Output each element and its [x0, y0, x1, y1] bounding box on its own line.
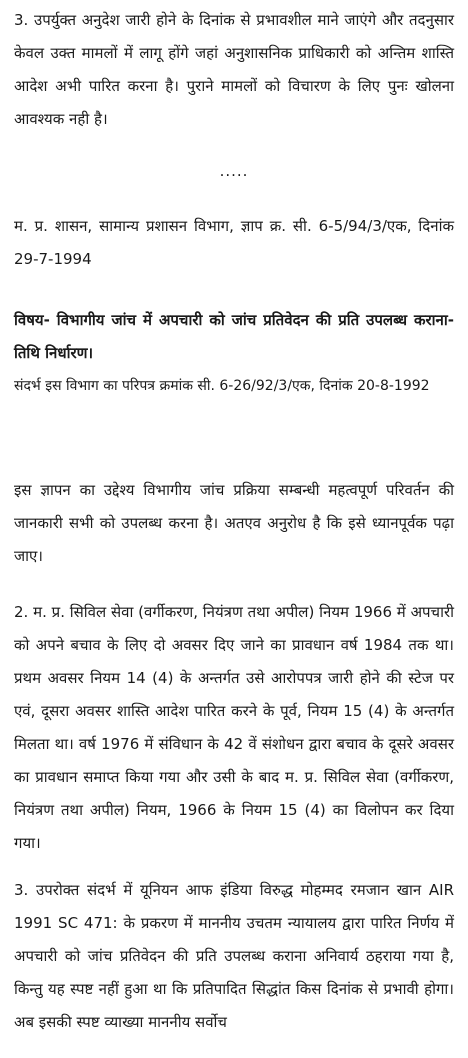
paragraph-3-court-ruling: 3. उपरोक्त संदर्भ में यूनियन आफ इंडिया विरुद्ध मोहम्मद रमजान खान AIR 1991 SC 471: के प्रकरण में माननीय उचतम न्यायालय द्वारा पारित निर्णय में अपचारी को जांच प्रतिवेदन की प्रति उपलब्ध कराना अनिवार्य ठहराया गया है, किन्तु यह स्पष्ट नहीं हुआ था कि प्रतिपादित सिद्धांत किस दिनांक से प्रभावी होगा। अब इसकी स्पष्ट व्याख्या माननीय सर्वोच: [14, 881, 454, 1031]
paragraph-3-effective-date: 3. उपर्युक्त अनुदेश जारी होने के दिनांक से प्रभावशील माने जाएंगे और तदनुसार केवल उक्त मामलों में लागू होंगे जहां अनुशासनिक प्राधिकारी को अन्तिम शास्ति आदेश अभी पारित करना है। पुराने मामलों को विचारण के लिए पुनः खोलना आवश्यक नही है।: [14, 11, 454, 128]
paragraph-2-history: 2. म. प्र. सिविल सेवा (वर्गीकरण, नियंत्रण तथा अपील) नियम 1966 में अपचारी को अपने बचाव के लिए दो अवसर दिए जाने का प्रावधान वर्ष 1984 तक था। प्रथम अवसर नियम 14 (4) के अन्तर्गत उसे आरोपपत्र जारी होने की स्टेज पर एवं, दूसरा अवसर शास्ति आदेश पारित करने के पूर्व, नियम 15 (4) के अन्तर्गत मिलता था। वर्ष 1976 में संविधान के 42 वें संशोधन द्वारा बचाव के दूसरे अवसर का प्रावधान समाप्त किया गया और उसी के बाद म. प्र. सिविल सेवा (वर्गीकरण, नियंत्रण तथा अपील) नियम, 1966 के नियम 15 (4) का विलोपन कर दिया गया।: [14, 603, 454, 852]
subject-heading: विषय- विभागीय जांच में अपचारी को जांच प्रतिवेदन की प्रति उपलब्ध कराना- तिथि निर्धारण।: [14, 311, 454, 362]
reference-line: संदर्भ इस विभाग का परिपत्र क्रमांक सी. 6-26/92/3/एक, दिनांक 20-8-1992: [14, 378, 430, 394]
section-separator: .....: [219, 162, 249, 180]
purpose-paragraph: इस ज्ञापन का उद्देश्य विभागीय जांच प्रक्रिया सम्बन्धी महत्वपूर्ण परिवर्तन की जानकारी सभी को उपलब्ध करना है। अतएव अनुरोध है कि इसे ध्यानपूर्वक पढ़ा जाए।: [14, 481, 454, 565]
memo-reference: म. प्र. शासन, सामान्य प्रशासन विभाग, ज्ञाप क्र. सी. 6-5/94/3/एक, दिनांक 29-7-1994: [14, 217, 454, 268]
